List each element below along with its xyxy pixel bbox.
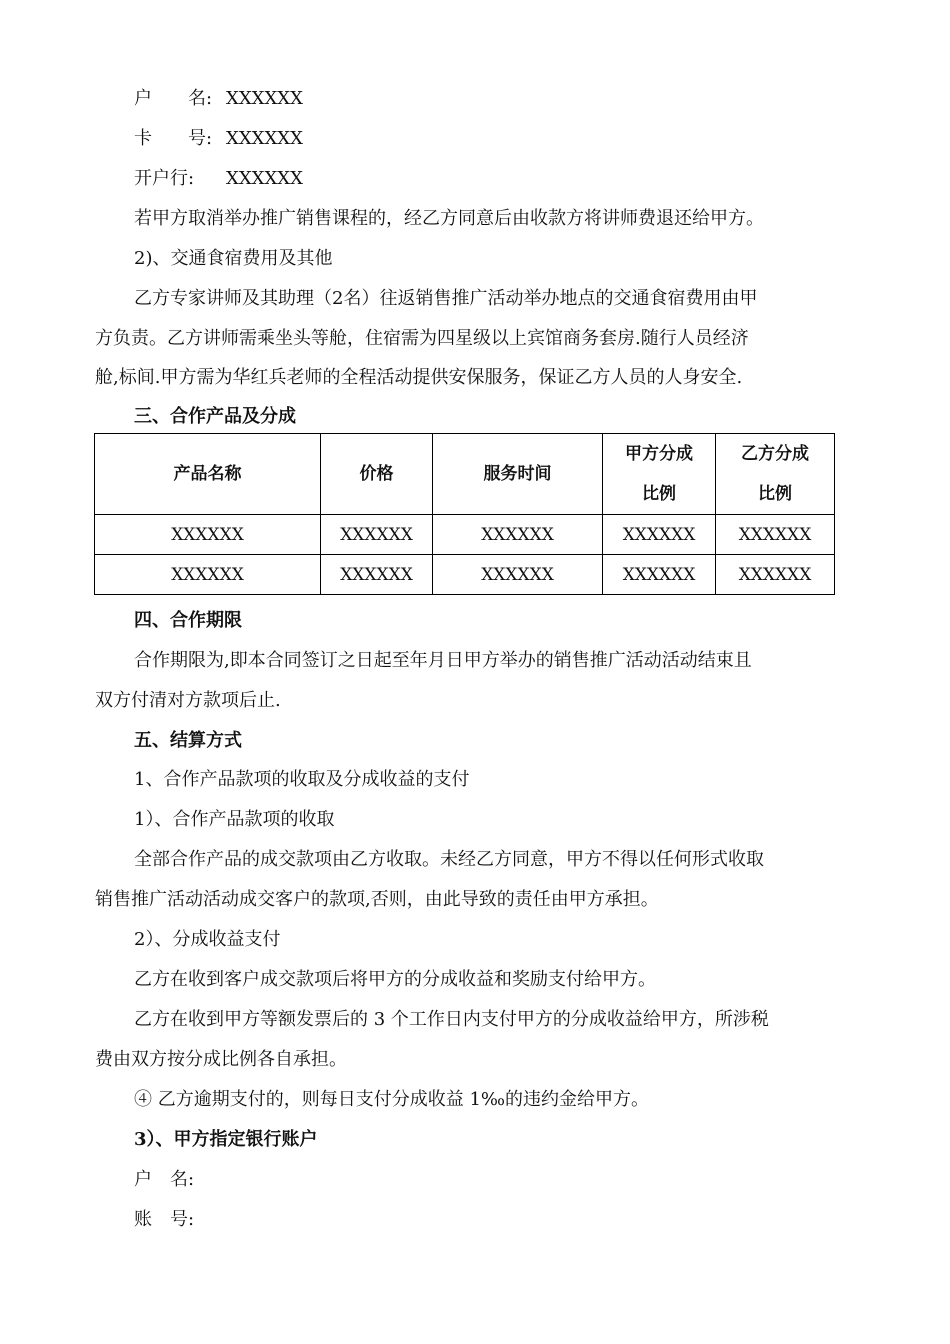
table-header-row [95, 434, 835, 515]
header-party-b-share-line2: 比例 [758, 484, 792, 504]
payee-bank-label: 开户行: [134, 168, 195, 189]
travel-line-3: 舱,标间.甲方需为华红兵老师的全程活动提供安保服务，保证乙方人员的人身安全. [95, 367, 743, 388]
header-price: 价格 [321, 434, 433, 515]
travel-line-2: 方负责。乙方讲师需乘坐头等舱，住宿需为四星级以上宾馆商务套房.随行人员经济 [95, 328, 749, 349]
collection-line-1: 全部合作产品的成交款项由乙方收取。未经乙方同意，甲方不得以任何形式收取 [134, 849, 764, 870]
header-party-b-share [716, 434, 835, 515]
payee-name-label: 户 名: [134, 88, 213, 109]
payee-name-line [134, 79, 857, 119]
term-line-1: 合作期限为,即本合同签订之日起至年月日甲方举办的销售推广活动活动结束且 [134, 650, 752, 671]
account-name-line [134, 1160, 857, 1200]
account-number-line [134, 1200, 857, 1240]
payee-bank-line [134, 159, 857, 199]
bank-account-subheading: 3）、甲方指定银行账户 [134, 1129, 318, 1150]
payout-line-1: 乙方在收到客户成交款项后将甲方的分成收益和奖励支付给甲方。 [134, 969, 656, 990]
payee-card-label: 卡 号: [134, 128, 213, 149]
account-name-label: 户 名: [134, 1169, 195, 1190]
collection-subheading: 1）、合作产品款项的收取 [134, 809, 335, 830]
payee-card-value: XXXXXX [226, 128, 303, 149]
table-cell: XXXXXX [433, 515, 603, 555]
payout-line-2: 乙方在收到甲方等额发票后的 3 个工作日内支付甲方的分成收益给甲方，所涉税 [134, 1009, 769, 1030]
section-4-heading: 四、合作期限 [134, 610, 242, 631]
settlement-subheading-1: 1、合作产品款项的收取及分成收益的支付 [134, 769, 470, 790]
payee-bank-value: XXXXXX [226, 168, 303, 189]
payee-card-line [134, 119, 857, 159]
payout-subheading: 2）、分成收益支付 [134, 929, 281, 950]
table-cell: XXXXXX [603, 555, 716, 595]
travel-heading: 2)、交通食宿费用及其他 [134, 248, 333, 269]
travel-line-1: 乙方专家讲师及其助理（2名）往返销售推广活动举办地点的交通食宿费用由甲 [134, 288, 758, 309]
table-cell: XXXXXX [433, 555, 603, 595]
payout-line-3: 费由双方按分成比例各自承担。 [95, 1049, 347, 1070]
collection-line-2: 销售推广活动活动成交客户的款项,否则，由此导致的责任由甲方承担。 [95, 889, 659, 910]
products-table [94, 433, 835, 595]
header-service-time: 服务时间 [433, 434, 603, 515]
header-party-a-share-line1: 甲方分成 [625, 444, 693, 464]
table-row [95, 515, 835, 555]
header-party-b-share-line1: 乙方分成 [741, 444, 809, 464]
payee-name-value: XXXXXX [226, 88, 303, 109]
table-cell: XXXXXX [95, 555, 321, 595]
table-cell: XXXXXX [716, 515, 835, 555]
section-5-heading: 五、结算方式 [134, 730, 242, 751]
penalty-line: ④ 乙方逾期支付的，则每日支付分成收益 1‰的违约金给甲方。 [134, 1089, 650, 1110]
refund-paragraph: 若甲方取消举办推广销售课程的，经乙方同意后由收款方将讲师费退还给甲方。 [134, 208, 764, 229]
table-cell: XXXXXX [716, 555, 835, 595]
header-party-a-share-line2: 比例 [642, 484, 676, 504]
table-row [95, 555, 835, 595]
table-cell: XXXXXX [95, 515, 321, 555]
table-cell: XXXXXX [321, 515, 433, 555]
term-line-2: 双方付清对方款项后止. [95, 690, 281, 711]
account-number-label: 账 号: [134, 1209, 195, 1230]
table-cell: XXXXXX [603, 515, 716, 555]
header-product-name: 产品名称 [95, 434, 321, 515]
table-cell: XXXXXX [321, 555, 433, 595]
section-3-heading: 三、合作产品及分成 [134, 406, 296, 427]
header-party-a-share [603, 434, 716, 515]
